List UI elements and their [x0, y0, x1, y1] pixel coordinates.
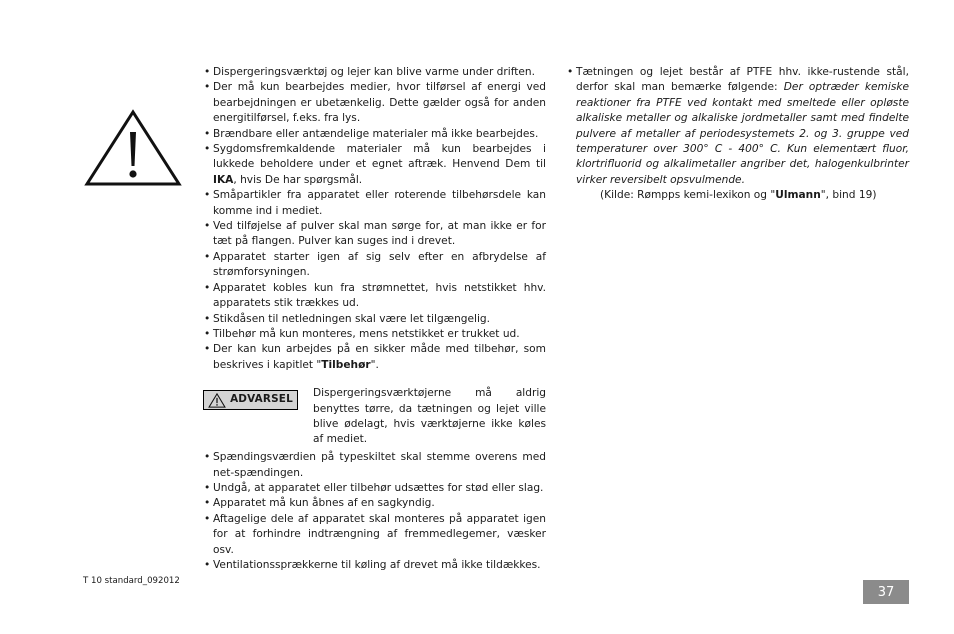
list-item: • Brændbare eller antændelige materialer må ikke bearbejdes. — [203, 127, 546, 142]
list-item: • Tætningen og lejet består af PTFE hhv. ikke-rustende stål, derfor skal man bemærke følgende: Der optræder kemiske reaktioner fra PTFE ved kontakt med smeltede eller opløste alkaliske metaller og alkaliske jordmetaller samt med findelte pulvere af metaller af periodesystemets 2. og 3. gruppe ved temperaturer over 300° C - 400° C. Kun elementært fluor, klortrifluorid og alkalimetaller angriber det, halogenkulbrinter virker reversibelt opsvulmende. — [566, 65, 909, 188]
warning-block — [203, 386, 546, 450]
list-item: • Undgå, at apparatet eller tilbehør udsættes for stød eller slag. — [203, 481, 546, 496]
list-item: • Der kan kun arbejdes på en sikker måde med tilbehør, som beskrives i kapitlet "Tilbehør". — [203, 342, 546, 373]
list-item: • Aftagelige dele af apparatet skal monteres på apparatet igen for at forhindre indtrængning af fremmedlegemer, væsker osv. — [203, 512, 546, 558]
list-item: • Tilbehør må kun monteres, mens netstikket er trukket ud. — [203, 327, 546, 342]
ptfe-list — [566, 65, 909, 188]
list-item: • Spændingsværdien på typeskiltet skal stemme overens med net-spændingen. — [203, 450, 546, 481]
list-item: • Ventilationssprækkerne til køling af drevet må ikke tildækkes. — [203, 558, 546, 573]
left-column — [203, 65, 546, 573]
source-citation: (Kilde: Rømpps kemi-lexikon og "Ulmann", bind 19) — [600, 189, 877, 202]
document-code: T 10 standard_092012 — [83, 576, 180, 586]
list-item: • Stikdåsen til netledningen skal være let tilgængelig. — [203, 312, 546, 327]
list-item: • Dispergeringsværktøj og lejer kan blive varme under driften. — [203, 65, 546, 80]
list-item: • Apparatet må kun åbnes af en sagkyndig. — [203, 496, 546, 511]
warning-label: ADVARSEL — [230, 393, 293, 406]
ptfe-note: Der optræder kemiske reaktioner fra PTFE ved kontakt med smeltede eller opløste alkaliske metaller og alkaliske jordmetaller samt med findelte pulvere af metaller af periodesystemets 2. og 3. gruppe ved temperaturer over 300° C - 400° C. Kun elementært fluor, klortrifluorid og alkalimetaller angriber det, halogenkulbrinter virker reversibelt opsvulmende. — [576, 81, 909, 186]
warning-triangle-icon — [208, 393, 226, 408]
list-item: • Der må kun bearbejdes medier, hvor tilførsel af energi ved bearbejdningen er ubetænkelig. Dette gælder også for anden energitilførsel, f.eks. fra lys. — [203, 80, 546, 126]
list-item: • Apparatet kobles kun fra strømnettet, hvis netstikket hhv. apparatets stik trækkes ud. — [203, 281, 546, 312]
page-number: 37 — [863, 580, 909, 604]
right-column — [566, 65, 909, 204]
list-item: • Småpartikler fra apparatet eller roterende tilbehørsdele kan komme ind i mediet. — [203, 188, 546, 219]
warning-triangle-icon — [83, 108, 183, 188]
safety-list-1 — [203, 65, 546, 373]
list-item: • Sygdomsfremkaldende materialer må kun bearbejdes i lukkede beholdere under et egnet aftræk. Henvend Dem til IKA, hvis De har spørgsmål. — [203, 142, 546, 188]
safety-list-2 — [203, 450, 546, 573]
list-item: • Ved tilføjelse af pulver skal man sørge for, at man ikke er for tæt på flangen. Pulver kan suges ind i drevet. — [203, 219, 546, 250]
warning-badge — [203, 390, 298, 410]
warning-text: Dispergeringsværktøjerne må aldrig benyttes tørre, da tætningen og lejet ville blive ødelagt, hvis værktøjerne ikke køles af mediet. — [313, 387, 546, 446]
list-item: • Apparatet starter igen af sig selv efter en afbrydelse af strømforsyningen. — [203, 250, 546, 281]
